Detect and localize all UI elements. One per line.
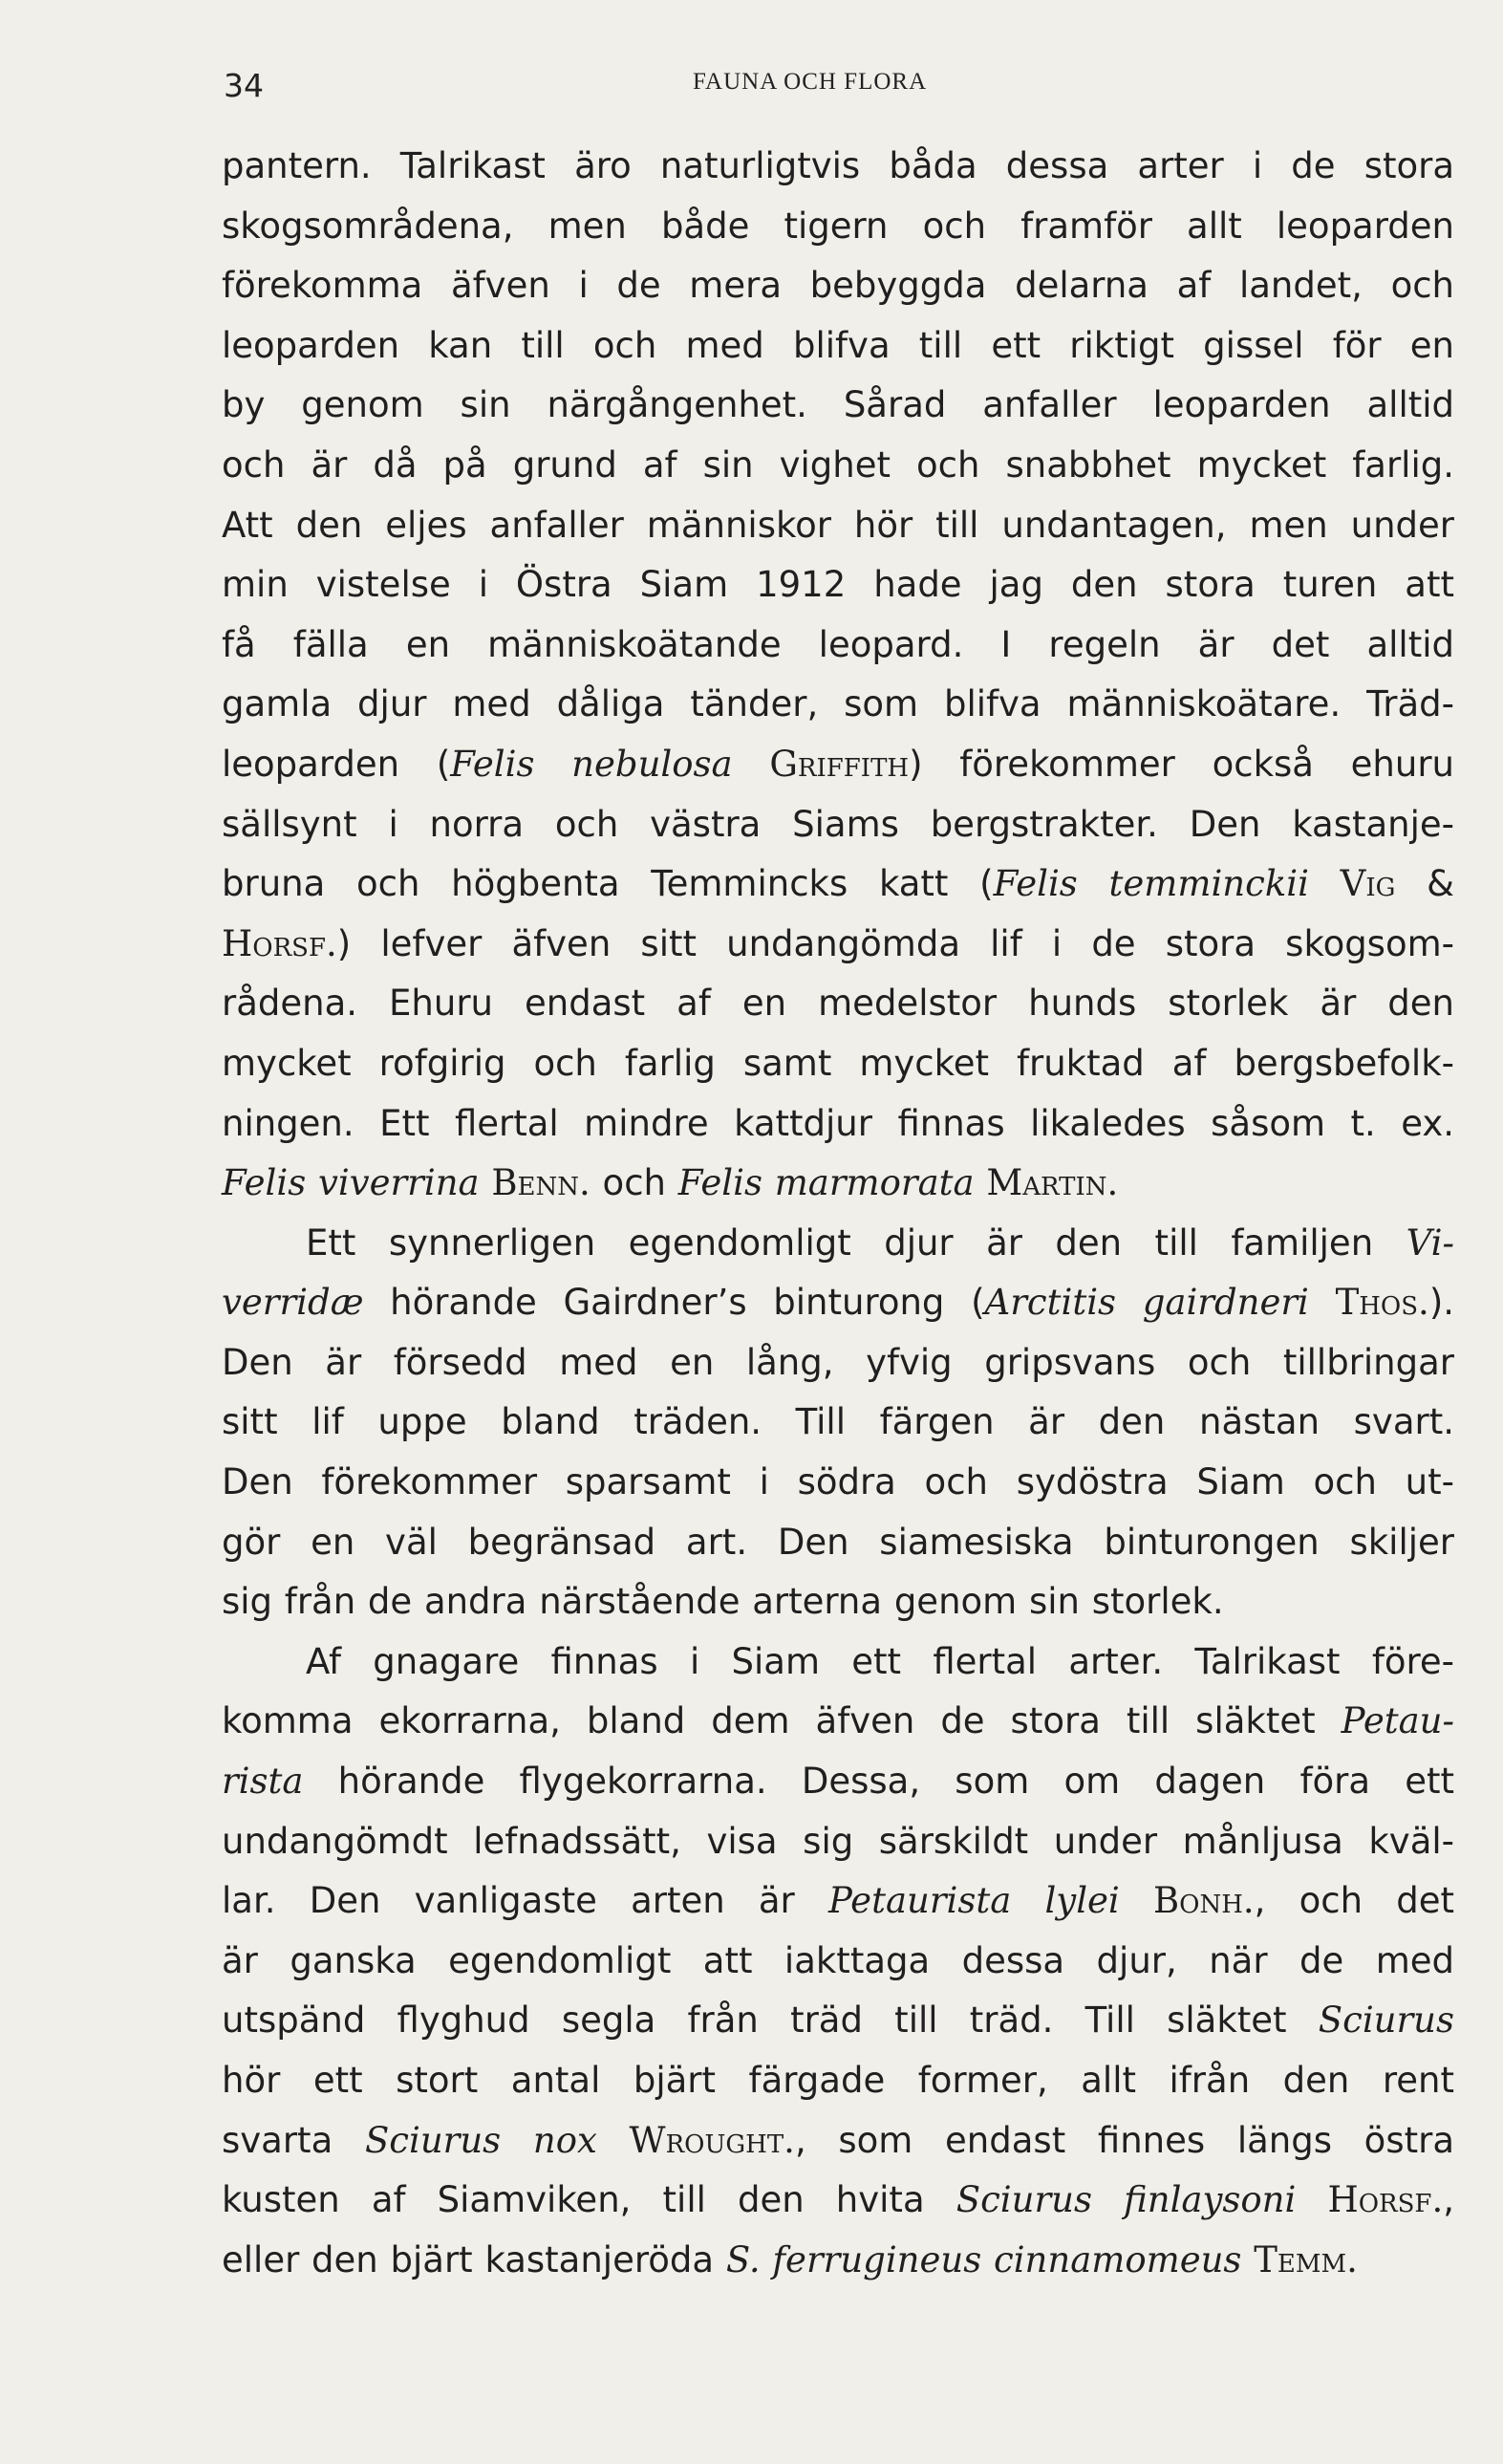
text-line	[222, 2051, 1454, 2111]
text-line	[222, 1991, 1454, 2051]
text-run: sig från de andra närstående arterna genom sin storlek.	[222, 1581, 1224, 1623]
author-name: Thos.	[1335, 1282, 1429, 1324]
text-line	[222, 436, 1454, 496]
text-run: lar. Den vanligaste arten är	[222, 1880, 828, 1922]
text-line	[222, 1034, 1454, 1094]
text-line	[222, 1932, 1454, 1992]
italic-taxon: Vi-	[1406, 1221, 1454, 1264]
text-run: pantern. Talrikast äro naturligtvis båda dessa arter i de stora	[222, 145, 1454, 186]
page-number: 34	[224, 67, 264, 104]
text-run: min vistelse i Östra Siam 1912 hade jag den stora turen att	[222, 564, 1454, 606]
text-run: skogsområdena, men både tigern och framför allt leoparden	[222, 205, 1454, 247]
text-run: hör ett stort antal bjärt färgade former, allt ifrån den rent	[222, 2060, 1454, 2101]
italic-taxon: Felis nebulosa	[450, 743, 733, 785]
text-run	[597, 2120, 630, 2161]
text-line	[222, 1871, 1454, 1932]
text-run: gör en väl begränsad art. Den siamesiska binturongen skiljer	[222, 1521, 1454, 1563]
author-name: Horsf.	[1327, 2179, 1444, 2221]
text-run: leoparden (	[222, 743, 451, 785]
author-name: Benn.	[491, 1162, 590, 1204]
text-run: leoparden kan till och med blifva till ett riktigt gissel för en	[222, 324, 1454, 366]
italic-taxon: Arctitis gairdneri	[984, 1282, 1309, 1324]
running-head: FAUNA OCH FLORA	[693, 69, 928, 95]
text-line	[222, 675, 1454, 735]
text-run: ).	[1428, 1282, 1455, 1324]
text-line	[222, 1333, 1454, 1394]
italic-taxon: Sciurus finlaysoni	[955, 2179, 1297, 2221]
text-run: mycket rofgirig och farlig samt mycket fruktad af bergsbefolk-	[222, 1042, 1454, 1084]
text-line	[222, 854, 1454, 915]
author-name: Vig	[1340, 863, 1396, 905]
author-name: Horsf.	[222, 922, 337, 964]
text-run: eller den bjärt kastanjeröda	[222, 2238, 726, 2280]
text-run: hörande flygekorrarna. Dessa, som om dagen föra ett	[303, 1761, 1454, 1803]
author-name: Wrought.	[629, 2119, 795, 2161]
text-run: förekomma äfven i de mera bebyggda delarna af landet, och	[222, 265, 1454, 307]
text-line	[222, 1632, 1454, 1693]
text-run: är ganska egendomligt att iakttaga dessa djur, när de med	[222, 1939, 1454, 1981]
text-line	[222, 555, 1454, 616]
italic-taxon: Felis temminckii	[993, 863, 1309, 905]
italic-taxon: Sciurus	[1318, 1999, 1454, 2042]
text-run: hörande Gairdner’s binturong (	[363, 1282, 985, 1324]
text-line	[222, 1513, 1454, 1573]
italic-taxon: Petaurista lylei	[827, 1880, 1120, 1922]
text-run: gamla djur med dåliga tänder, som blifva människoätare. Träd-	[222, 683, 1454, 725]
text-line	[222, 1273, 1454, 1333]
text-run: rådena. Ehuru endast af en medelstor hunds storlek är den	[222, 983, 1454, 1025]
text-line	[222, 256, 1454, 316]
text-run	[1309, 1282, 1336, 1323]
text-run: bruna och högbenta Temmincks katt (	[222, 863, 994, 905]
text-line	[222, 795, 1454, 855]
text-run: undangömdt lefnadssätt, visa sig särskildt under månljusa kväl-	[222, 1820, 1454, 1862]
text-run	[1241, 2239, 1254, 2280]
text-line	[222, 1692, 1454, 1752]
text-run: och	[590, 1162, 678, 1204]
text-run	[1309, 863, 1341, 904]
author-name: Griffith	[769, 743, 910, 785]
text-line	[222, 735, 1454, 795]
text-line	[222, 316, 1454, 377]
italic-taxon: Sciurus nox	[364, 2119, 597, 2161]
italic-taxon: Felis marmorata	[677, 1162, 975, 1204]
text-line	[222, 974, 1454, 1034]
text-line	[222, 2111, 1454, 2172]
text-run	[975, 1162, 987, 1203]
text-run: Den är försedd med en lång, yfvig gripsvans och tillbringar	[222, 1341, 1454, 1383]
text-run: kusten af Siamviken, till den hvita	[222, 2179, 956, 2221]
text-run: ningen. Ett flertal mindre kattdjur finnas likaledes såsom t. ex.	[222, 1102, 1454, 1144]
text-line	[222, 197, 1454, 257]
text-line	[222, 2231, 1454, 2291]
text-line	[222, 1094, 1454, 1155]
text-line	[222, 496, 1454, 556]
italic-taxon: Petau-	[1341, 1700, 1454, 1742]
text-run: , och det	[1254, 1880, 1454, 1922]
author-name: Bonh.	[1152, 1880, 1255, 1922]
text-line	[222, 376, 1454, 436]
text-line	[222, 1453, 1454, 1513]
text-run: Af gnagare finnas i Siam ett flertal arter. Talrikast före-	[306, 1640, 1454, 1682]
author-name: Martin.	[986, 1162, 1119, 1204]
text-run: , som endast finnes längs östra	[794, 2119, 1454, 2161]
text-line	[222, 2171, 1454, 2231]
text-run: &	[1395, 863, 1454, 905]
body-text	[222, 137, 1454, 2290]
text-line	[222, 1154, 1454, 1214]
text-line	[222, 1752, 1454, 1812]
italic-taxon: rista	[222, 1761, 304, 1803]
italic-taxon: verridæ	[222, 1282, 364, 1324]
text-run: sitt lif uppe bland träden. Till färgen är den nästan svart.	[222, 1401, 1454, 1443]
text-run: ) lefver äfven sitt undangömda lif i de stora skogsom-	[336, 922, 1454, 964]
text-run	[733, 744, 770, 785]
text-run: komma ekorrarna, bland dem äfven de stora till släktet	[222, 1700, 1342, 1742]
text-run	[1120, 1880, 1153, 1921]
italic-taxon: Felis viverrina	[222, 1162, 480, 1204]
text-line	[222, 1393, 1454, 1453]
text-run: ) förekommer också ehuru	[909, 743, 1454, 785]
text-run: by genom sin närgångenhet. Sårad anfaller leoparden alltid	[222, 384, 1454, 426]
text-line	[222, 915, 1454, 975]
author-name: Temm.	[1254, 2238, 1358, 2280]
text-run	[1296, 2179, 1327, 2220]
text-line	[222, 137, 1454, 197]
italic-taxon: S. ferrugineus cinnamomeus	[725, 2238, 1242, 2280]
text-run: svarta	[222, 2119, 365, 2161]
text-line	[222, 1214, 1454, 1274]
text-run: utspänd flyghud segla från träd till träd. Till släktet	[222, 1999, 1319, 2042]
text-run: ,	[1443, 2179, 1454, 2221]
text-line	[222, 616, 1454, 676]
text-run	[480, 1162, 492, 1203]
text-line	[222, 1572, 1454, 1632]
text-run: få fälla en människoätande leopard. I regeln är det alltid	[222, 623, 1454, 665]
text-run: Att den eljes anfaller människor hör till undantagen, men under	[222, 504, 1454, 546]
text-run: och är då på grund af sin vighet och snabbhet mycket farlig.	[222, 443, 1454, 486]
text-run: Den förekommer sparsamt i södra och sydöstra Siam och ut-	[222, 1461, 1454, 1503]
text-run: Ett synnerligen egendomligt djur är den till familjen	[306, 1221, 1406, 1264]
text-run: sällsynt i norra och västra Siams bergstrakter. Den kastanje-	[222, 803, 1454, 845]
text-line	[222, 1812, 1454, 1872]
